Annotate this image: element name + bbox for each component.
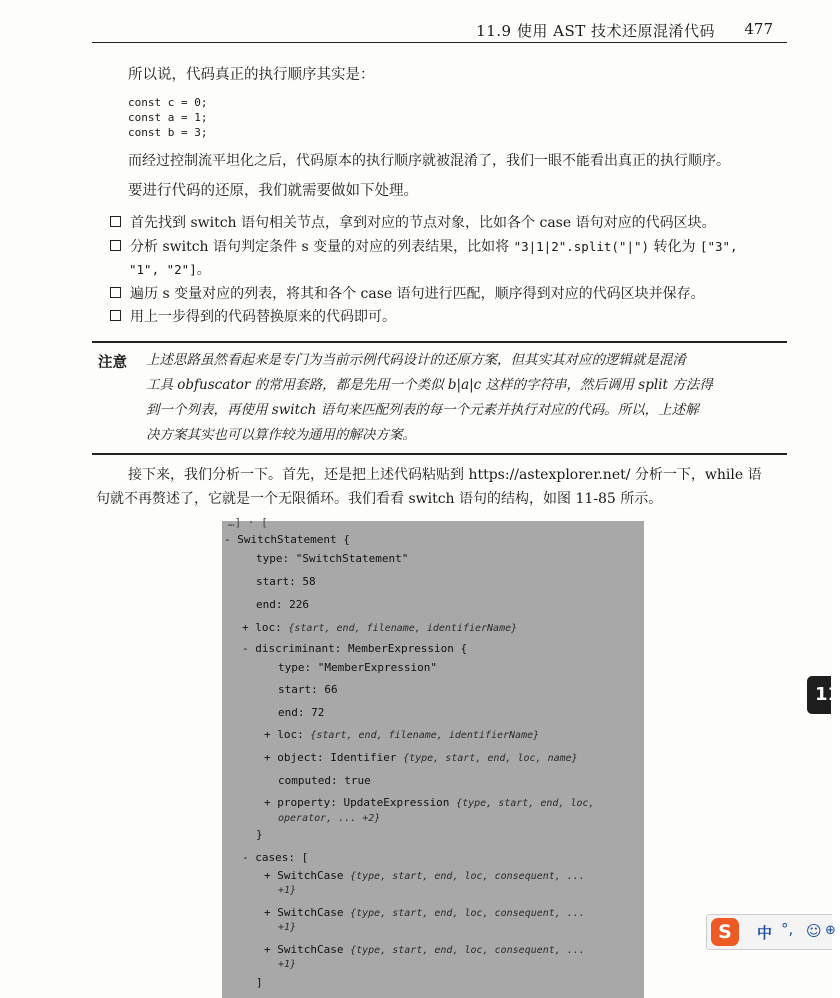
paragraph-obfuscated: 而经过控制流平坦化之后，代码原本的执行顺序就被混淆了，我们一眼不能看出真正的执行顺序。 (128, 153, 730, 169)
ast-loc (242, 621, 517, 634)
bullet-text: 分析 switch 语句判定条件 s 变量的对应的列表结果，比如将 (130, 239, 514, 255)
ast-case-3-cont (278, 957, 296, 970)
ast-end: end: 226 (256, 598, 309, 611)
bullet-text: 用上一步得到的代码替换原来的代码即可。 (130, 309, 396, 325)
bullet-item-2 (110, 235, 738, 259)
note-bottom-rule (92, 453, 787, 455)
note-top-rule (92, 341, 787, 343)
checkbox-square-icon (110, 287, 121, 298)
ast-fields: {type, start, end, loc, name} (403, 753, 578, 764)
ast-switch-statement: - SwitchStatement { (224, 533, 350, 546)
ast-d-close: } (256, 828, 263, 841)
ast-fields: operator, ... +2} (278, 813, 381, 824)
ast-cases: - cases: [ (242, 851, 309, 864)
ast-key: + loc: (264, 728, 311, 741)
paragraph-restore: 要进行代码的还原，我们就需要做如下处理。 (128, 183, 418, 199)
ast-cases-close: ] (256, 976, 263, 989)
ast-d-computed: computed: true (278, 774, 371, 787)
ast-fields: +1} (278, 885, 297, 896)
checkbox-square-icon (110, 240, 121, 251)
ast-explorer-screenshot (222, 516, 644, 998)
ast-fields: {start, end, filename, identifierName} (288, 623, 518, 634)
bullet-text: 首先找到 switch 语句相关节点，拿到对应的节点对象，比如各个 case 语句对应的代码区块。 (130, 215, 716, 231)
ast-d-object (264, 751, 578, 764)
bullet-item-3 (110, 282, 705, 306)
page-number: 477 (744, 20, 773, 38)
ast-key: + object: Identifier (264, 751, 404, 764)
ast-key: + loc: (242, 621, 289, 634)
ast-key: + property: UpdateExpression (264, 796, 457, 809)
chapter-side-tab: 11 (807, 676, 831, 714)
checkbox-square-icon (110, 216, 121, 227)
code-line-2: const a = 1; (128, 111, 208, 124)
note-line-4: 决方案其实也可以算作较为通用的解决方案。 (146, 427, 416, 443)
ast-d-start: start: 66 (278, 683, 338, 696)
code-line-3: const b = 3; (128, 126, 208, 139)
ast-d-type: type: "MemberExpression" (278, 661, 437, 674)
ast-discriminant: - discriminant: MemberExpression { (242, 642, 468, 655)
sogou-logo-icon[interactable]: S (711, 918, 739, 946)
ast-top-fragment: …] · [ (228, 516, 268, 529)
checkbox-square-icon (110, 310, 121, 321)
note-line-3: 到一个列表，再使用 switch 语句来匹配列表的每一个元素并执行对应的代码。所以，上述解 (146, 402, 699, 418)
page-header (92, 16, 787, 43)
ast-case-2-cont (278, 920, 296, 933)
inline-code: ["3", (699, 239, 738, 254)
ast-fields: +1} (278, 959, 297, 970)
bullet-item-4 (110, 305, 396, 329)
ast-key: + SwitchCase (264, 906, 351, 919)
ast-d-end: end: 72 (278, 706, 325, 719)
ime-punctuation-toggle[interactable]: °, (781, 920, 794, 938)
ast-fields: {type, start, end, loc, consequent, ... (350, 945, 585, 956)
note-line-1: 上述思路虽然看起来是专门为当前示例代码设计的还原方案，但其实其对应的逻辑就是混淆 (146, 352, 686, 368)
ast-fields: {type, start, end, loc, (456, 798, 595, 809)
ast-fields: {type, start, end, loc, consequent, ... (350, 908, 585, 919)
ast-case-2 (264, 906, 585, 919)
ast-start: start: 58 (256, 575, 316, 588)
ime-toolbar[interactable] (706, 914, 836, 950)
ast-d-property-cont (278, 811, 380, 824)
paragraph-next-line-2: 句就不再赘述了，它就是一个无限循环。我们看看 switch 语句的结构，如图 11-85 所示。 (96, 491, 663, 507)
bullet-text: 。 (196, 262, 211, 278)
bullet-text: 遍历 s 变量对应的列表，将其和各个 case 语句进行匹配，顺序得到对应的代码区块并保存。 (130, 286, 705, 302)
paragraph-next-line-1: 接下来，我们分析一下。首先，还是把上述代码粘贴到 https://astexplorer.net/ 分析一下，while 语 (128, 467, 762, 483)
ime-more-icon[interactable]: ⊕ (825, 923, 836, 938)
bullet-text: 转化为 (649, 239, 700, 255)
bullet-item-2-continued (129, 258, 211, 282)
note-line-2: 工具 obfuscator 的常用套路，都是先用一个类似 b|a|c 这样的字符串，然后调用 split 方法得 (146, 377, 713, 393)
bullet-item-1 (110, 211, 716, 235)
ast-fields: +1} (278, 922, 297, 933)
inline-code: "3|1|2".split("|") (513, 239, 650, 254)
inline-code: "1", "2"] (129, 262, 197, 277)
note-label: 注意 (98, 354, 127, 371)
code-line-1: const c = 0; (128, 96, 208, 109)
ast-case-1-cont (278, 883, 296, 896)
ast-fields: {type, start, end, loc, consequent, ... (350, 871, 585, 882)
ast-case-1 (264, 869, 585, 882)
ime-language-toggle[interactable]: 中 (757, 924, 773, 942)
ast-d-property (264, 796, 595, 809)
ast-fields: {start, end, filename, identifierName} (310, 730, 540, 741)
ast-case-3 (264, 943, 585, 956)
smiley-icon[interactable]: ☺ (806, 922, 822, 940)
ast-key: + SwitchCase (264, 869, 351, 882)
ast-key: + SwitchCase (264, 943, 351, 956)
ast-d-loc (264, 728, 539, 741)
ast-type: type: "SwitchStatement" (256, 552, 409, 565)
intro-text: 所以说，代码真正的执行顺序其实是： (128, 67, 375, 83)
chapter-title: 11.9 使用 AST 技术还原混淆代码 (476, 22, 715, 40)
